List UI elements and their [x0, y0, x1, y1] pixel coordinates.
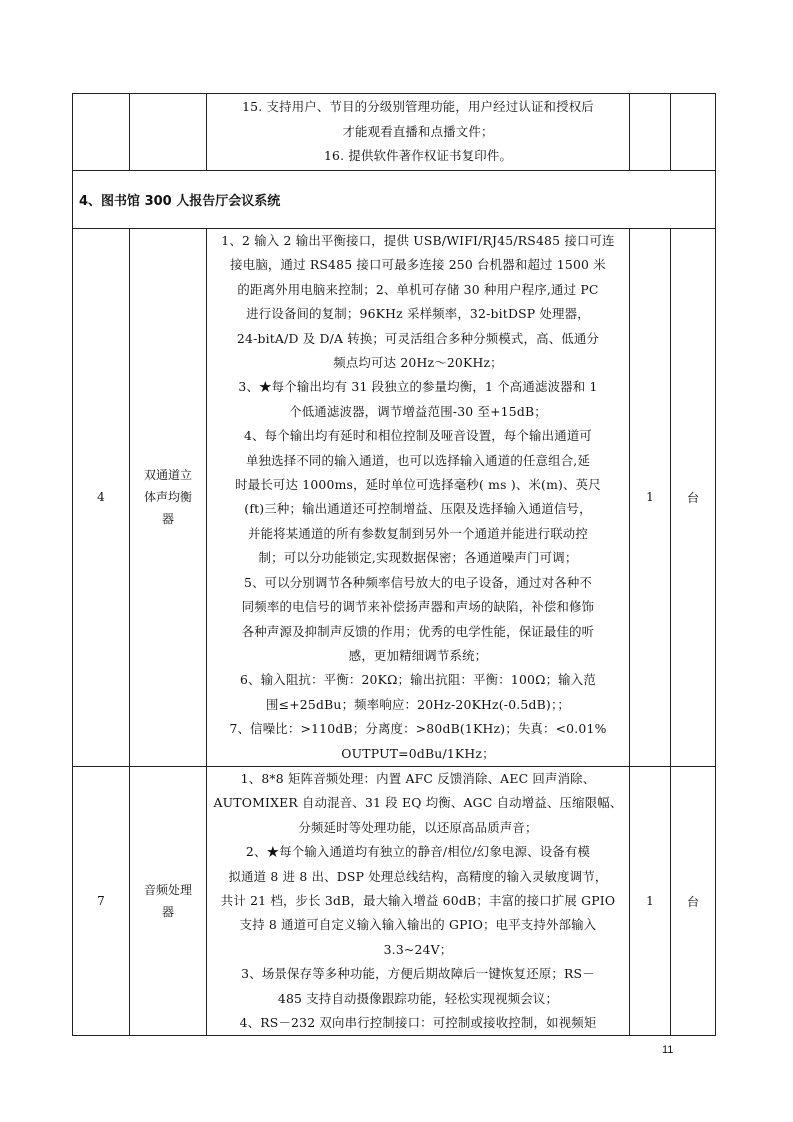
description-line: 6、输入阻抗：平衡：20KΩ；输出抗阻：平衡：100Ω；输入范 [240, 672, 596, 688]
section-title: 4、图书馆 300 人报告厅会议系统 [73, 171, 716, 229]
item-name-line: 体声均衡 [143, 490, 192, 505]
description-line: (ft)三种；输出通道还可控制增益、压限及选择输入通道信号， [244, 501, 592, 517]
item-unit-cell [671, 94, 716, 171]
table-row [73, 94, 716, 171]
section-header-row [73, 171, 716, 229]
description-line: 3、★每个输出均有 31 段独立的参量均衡，1 个高通滤波器和 1 [238, 379, 598, 395]
description-line: 制；可以分功能锁定,实现数据保密；各通道噪声门可调； [258, 550, 578, 566]
item-name-line: 音频处理 [143, 883, 192, 898]
item-name-line: 器 [161, 905, 174, 920]
item-description [207, 766, 630, 1035]
description-line: 支持 8 通道可自定义输入输入输出的 GPIO；电平支持外部输入 [239, 917, 597, 933]
description-line: 共计 21 档，步长 3dB，最大输入增益 60dB；丰富的接口扩展 GPIO [220, 892, 616, 908]
description-line: 7、信噪比：>110dB；分离度：>80dB(1KHz)；失真：<0.01% [229, 721, 607, 737]
description-line: 感，更加精细调节系统； [348, 647, 488, 663]
description-line: 4、RS－232 双向串行控制接口：可控制或接收控制，如视频矩 [239, 1015, 597, 1030]
description-line: 4、每个输出均有延时和相位控制及哑音设置，每个输出通道可 [243, 428, 593, 444]
description-line: 24-bitA/D 及 D/A 转换；可灵活组合多种分频模式，高、低通分 [236, 330, 600, 346]
spec-table [72, 93, 716, 1036]
description-line: 5、可以分别调节各种频率信号放大的电子设备，通过对各种不 [243, 574, 593, 590]
item-unit: 台 [671, 766, 716, 1035]
item-number: 7 [73, 766, 130, 1035]
description-line: 时最长可达 1000ms，延时单位可选择毫秒( ms )、米(m)、英尺 [235, 477, 601, 493]
description-line: 单独选择不同的输入通道，也可以选择输入通道的任意组合,延 [245, 452, 591, 468]
description-line: 15. 支持用户、节目的分级别管理功能，用户经过认证和授权后 [242, 99, 594, 115]
description-line: 进行设备间的复制；96KHz 采样频率，32-bitDSP 处理器， [246, 306, 590, 322]
item-unit: 台 [671, 229, 716, 767]
description-line: 同频率的电信号的调节来补偿扬声器和声场的缺陷，补偿和修饰 [241, 599, 595, 615]
description-line: 个低通滤波器，调节增益范围-30 至+15dB； [289, 403, 547, 419]
description-line: 频点均可达 20Hz～20KHz； [333, 355, 503, 371]
item-quantity: 1 [630, 766, 671, 1035]
table-row [73, 229, 716, 767]
description-line: 才能观看直播和点播文件； [342, 123, 494, 139]
description-line: OUTPUT=0dBu/1KHz； [341, 745, 495, 761]
description-line: 2、★每个输入通道均有独立的静音/相位/幻象电源、设备有模 [245, 844, 591, 860]
description-line: 3.3~24V； [383, 941, 453, 957]
description-line: 拟通道 8 进 8 出、DSP 处理总线结构，高精度的输入灵敏度调节， [228, 868, 608, 884]
item-name [130, 766, 207, 1035]
item-name-cell [130, 94, 207, 171]
description-line: 分频延时等处理功能，以还原高品质声音； [298, 819, 538, 835]
description-line: 围≤+25dBu；频率响应：20Hz-20KHz(-0.5dB)；； [266, 696, 570, 712]
item-name [130, 229, 207, 767]
item-description [207, 229, 630, 767]
description-line: 485 支持自动摄像跟踪功能，轻松实现视频会议； [277, 990, 559, 1006]
item-name-line: 双通道立 [143, 468, 192, 483]
item-quantity-cell [630, 94, 671, 171]
item-quantity: 1 [630, 229, 671, 767]
description-line: 16. 提供软件著作权证书复印件。 [323, 148, 513, 164]
description-line: 1、2 输入 2 输出平衡接口，提供 USB/WIFI/RJ45/RS485 接口可连 [221, 233, 615, 248]
table-row [73, 766, 716, 1035]
item-name-line: 器 [161, 512, 174, 527]
description-line: 1、8*8 矩阵音频处理：内置 AFC 反馈消除、AEC 回声消除、 [240, 770, 596, 786]
description-line: 各种声源及抑制声反馈的作用；优秀的电学性能，保证最佳的听 [241, 623, 595, 639]
item-number-cell [73, 94, 130, 171]
description-line: AUTOMIXER 自动混音、31 段 EQ 均衡、AGC 自动增益、压缩限幅、 [213, 795, 623, 811]
description-line: 并能将某通道的所有参数复制到另外一个通道并能进行联动控 [248, 525, 588, 541]
item-number: 4 [73, 229, 130, 767]
description-line: 的距离外用电脑来控制；2、单机可存储 30 种用户程序,通过 PC [237, 281, 599, 297]
description-line: 3、场景保存等多种功能，方便后期故障后一键恢复还原；RS－ [241, 966, 595, 982]
page-number: 11 [662, 1044, 674, 1056]
description-line: 接电脑，通过 RS485 接口可最多连接 250 台机器和超过 1500 米 [230, 257, 606, 273]
item-description-cell [207, 94, 630, 171]
